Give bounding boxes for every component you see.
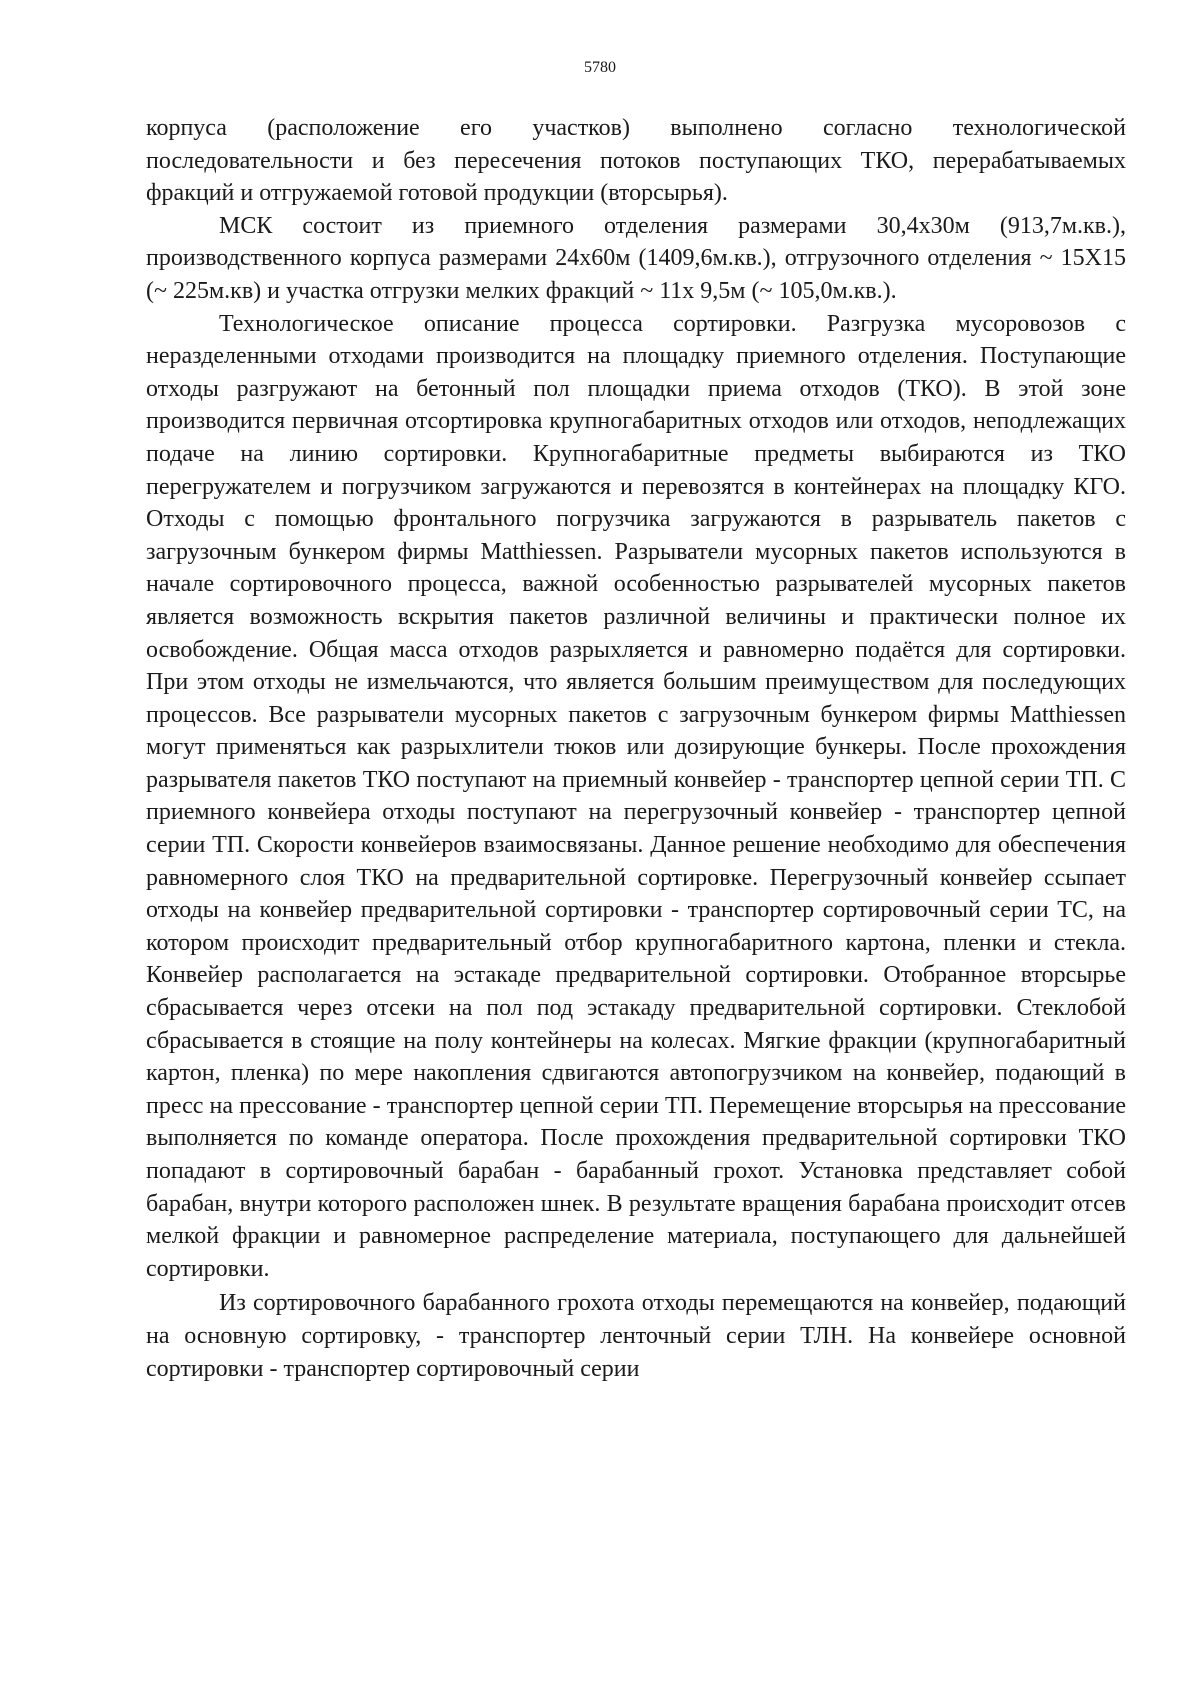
paragraph-msk-composition: МСК состоит из приемного отделения размерами 30,4х30м (913,7м.кв.), производственного корпуса размерами 24х60м (1409,6м.кв.), отгрузочного отделения ~ 15Х15 (~ 225м.кв) и участка отгрузки мелких фракций ~ 11х 9,5м (~ 105,0м.кв.). [146, 212, 1126, 304]
paragraph-continued: корпуса (расположение его участков) выполнено согласно технологической последовательности и без пересечения потоков поступающих ТКО, перерабатываемых фракций и отгружаемой готовой продукции (вторсырья). [146, 115, 1126, 207]
document-body [146, 112, 1126, 1385]
paragraph-sorting-process: Технологическое описание процесса сортировки. Разгрузка мусоровозов с неразделенными отходами производится на площадку приемного отделения. Поступающие отходы разгружают на бетонный пол площадки приема отходов (ТКО). В этой зоне производится первичная отсортировка крупногабаритных отходов или отходов, неподлежащих подаче на линию сортировки. Крупногабаритные предметы выбираются из ТКО перегружателем и погрузчиком загружаются и перевозятся в контейнерах на площадку КГО. Отходы с помощью фронтального погрузчика загружаются в разрыватель пакетов с загрузочным бункером фирмы Matthiessen. Разрыватели мусорных пакетов используются в начале сортировочного процесса, важной особенностью разрывателей мусорных пакетов является возможность вскрытия пакетов различной величины и практически полное их освобождение. Общая масса отходов разрыхляется и равномерно подаётся для сортировки. При этом отходы не измельчаются, что является большим преимуществом для последующих процессов. Все разрыватели мусорных пакетов с загрузочным бункером фирмы Matthiessen могут применяться как разрыхлители тюков или дозирующие бункеры. После прохождения разрывателя пакетов ТКО поступают на приемный конвейер - транспортер цепной серии ТП. С приемного конвейера отходы поступают на перегрузочный конвейер - транспортер цепной серии ТП. Скорости конвейеров взаимосвязаны. Данное решение необходимо для обеспечения равномерного слоя ТКО на предварительной сортировке. Перегрузочный конвейер ссыпает отходы на конвейер предварительной сортировки - транспортер сортировочный серии ТС, на котором происходит предварительный отбор крупногабаритного картона, пленки и стекла. Конвейер располагается на эстакаде предварительной сортировки. Отобранное вторсырье сбрасывается через отсеки на пол под эстакаду предварительной сортировки. Стеклобой сбрасывается в стоящие на полу контейнеры на колесах. Мягкие фракции (крупногабаритный картон, пленка) по мере накопления сдвигаются автопогрузчиком на конвейер, подающий в пресс на прессование - транспортер цепной серии ТП. Перемещение вторсырья на прессование выполняется по команде оператора. После прохождения предварительной сортировки ТКО попадают в сортировочный барабан - барабанный грохот. Установка представляет собой барабан, внутри которого расположен шнек. В результате вращения барабана происходит отсев мелкой фракции и равномерное распределение материала, поступающего для дальнейшей сортировки. [146, 310, 1126, 1282]
page-number: 5780 [584, 59, 616, 76]
paragraph-main-sorting: Из сортировочного барабанного грохота отходы перемещаются на конвейер, подающий на основную сортировку, - транспортер ленточный серии ТЛН. На конвейере основной сортировки - транспортер сортировочный серии [146, 1290, 1126, 1382]
